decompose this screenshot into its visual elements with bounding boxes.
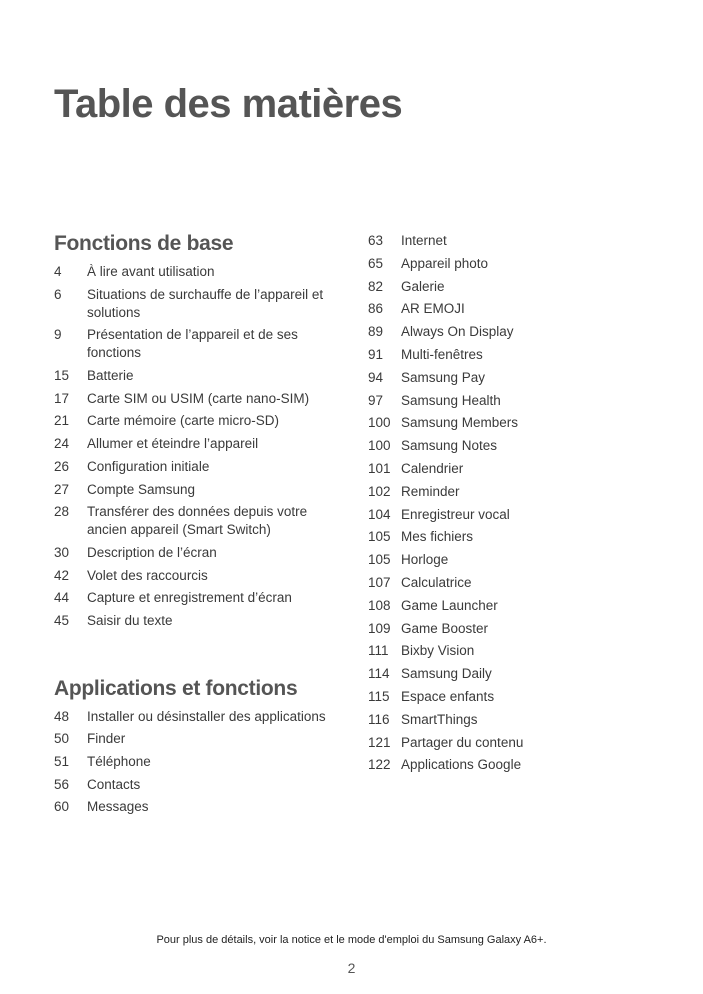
toc-entry-text: Always On Display xyxy=(401,324,514,340)
toc-page-number: 51 xyxy=(54,754,70,769)
toc-entry-text: Multi-fenêtres xyxy=(401,346,483,362)
toc-page-number: 4 xyxy=(54,264,62,279)
toc-entry[interactable] xyxy=(368,255,668,273)
toc-entry[interactable] xyxy=(54,458,344,476)
toc-entry-text: Game Launcher xyxy=(401,597,498,613)
toc-entry-text: Samsung Notes xyxy=(401,438,498,454)
toc-page-number: 122 xyxy=(368,757,391,773)
toc-entry-text: Calendrier xyxy=(401,460,464,476)
toc-entry[interactable] xyxy=(54,753,344,771)
section-title: Applications et fonctions xyxy=(54,676,298,700)
toc-page-number: 50 xyxy=(54,731,70,747)
toc-page-number: 28 xyxy=(54,504,70,520)
toc-entry-text: Volet des raccourcis xyxy=(87,567,208,583)
toc-page-number: 100 xyxy=(368,438,391,454)
toc-entry-text: Samsung Daily xyxy=(401,666,492,682)
toc-entry-text: Batterie xyxy=(87,368,134,384)
toc-entry[interactable] xyxy=(368,483,668,501)
toc-entry[interactable] xyxy=(368,551,668,569)
toc-entry-text: Description de l’écran xyxy=(87,544,217,560)
toc-entry-text: Configuration initiale xyxy=(87,458,210,474)
page-number: 2 xyxy=(347,960,356,976)
toc-page-number: 105 xyxy=(368,529,391,545)
toc-page-number: 27 xyxy=(54,481,70,497)
toc-entry[interactable] xyxy=(368,688,668,706)
toc-page-number: 65 xyxy=(368,255,384,271)
toc-page-number: 94 xyxy=(368,369,384,385)
toc-page-number: 101 xyxy=(368,460,391,476)
toc-page-number: 116 xyxy=(368,711,390,727)
toc-entry-text: Finder xyxy=(87,731,126,747)
toc-entry[interactable] xyxy=(54,589,344,607)
section-fonctions-de-base xyxy=(54,232,344,630)
toc-entry[interactable] xyxy=(368,734,668,752)
toc-page-number: 30 xyxy=(54,544,70,560)
toc-page-number: 9 xyxy=(54,327,62,343)
toc-page-number: 97 xyxy=(368,392,384,408)
toc-entry-text: Téléphone xyxy=(87,754,151,769)
toc-entry[interactable] xyxy=(368,300,668,318)
toc-entry[interactable] xyxy=(54,708,344,726)
toc-entry[interactable] xyxy=(54,503,344,539)
toc-page-number: 114 xyxy=(368,666,390,682)
toc-entry[interactable] xyxy=(368,369,668,387)
toc-entry[interactable] xyxy=(368,278,668,296)
toc-entry-text: Carte mémoire (carte micro-SD) xyxy=(87,413,280,429)
toc-entry[interactable] xyxy=(368,597,668,615)
toc-page-number: 26 xyxy=(54,458,70,474)
toc-page-number: 42 xyxy=(54,567,70,583)
toc-page-number: 24 xyxy=(54,436,70,452)
toc-page-number: 102 xyxy=(368,483,391,499)
toc-entry[interactable] xyxy=(54,326,344,362)
footer-note: Pour plus de détails, voir la notice et le mode d'emploi du Samsung Galaxy A6+. xyxy=(156,934,547,946)
toc-entry-text: Samsung Pay xyxy=(401,369,486,385)
toc-entry[interactable] xyxy=(54,412,344,430)
toc-entry[interactable] xyxy=(368,711,668,729)
toc-page-number: 45 xyxy=(54,612,70,628)
toc-entry[interactable] xyxy=(368,506,668,524)
section-spacer xyxy=(54,635,344,677)
toc-page-number: 86 xyxy=(368,301,384,317)
toc-entry[interactable] xyxy=(368,437,668,455)
toc-entry-text: Calculatrice xyxy=(401,574,472,590)
section-title: Fonctions de base xyxy=(54,232,234,255)
toc-page-number: 100 xyxy=(368,415,391,431)
toc-entry-text: Contacts xyxy=(87,776,141,792)
page-title: Table des matières xyxy=(54,82,403,126)
toc-entry[interactable] xyxy=(54,263,344,281)
toc-entry-text: Enregistreur vocal xyxy=(401,506,510,522)
toc-entry-text: Bixby Vision xyxy=(401,643,475,659)
toc-entry[interactable] xyxy=(54,544,344,562)
toc-entry[interactable] xyxy=(368,574,668,592)
toc-page-number: 89 xyxy=(368,324,384,340)
toc-entry[interactable] xyxy=(54,798,344,816)
toc-entry[interactable] xyxy=(368,642,668,660)
toc-page-number: 48 xyxy=(54,708,70,724)
toc-entry-text: Applications Google xyxy=(401,757,522,773)
section-applications-et-fonctions xyxy=(54,677,344,817)
toc-page-number: 44 xyxy=(54,590,70,606)
toc-entry-text: Samsung Members xyxy=(401,415,519,431)
toc-entry[interactable] xyxy=(368,414,668,432)
toc-entry-text: Compte Samsung xyxy=(87,481,196,497)
toc-entry[interactable] xyxy=(368,460,668,478)
toc-page-number: 105 xyxy=(368,552,391,568)
toc-page-number: 108 xyxy=(368,597,391,613)
toc-entry[interactable] xyxy=(368,346,668,364)
toc-entry-text: Allumer et éteindre l’appareil xyxy=(87,436,259,452)
toc-page-number: 6 xyxy=(54,286,62,302)
toc-entry[interactable] xyxy=(54,612,344,630)
toc-entry[interactable] xyxy=(368,756,668,774)
toc-entry[interactable] xyxy=(54,481,344,499)
toc-entry[interactable] xyxy=(368,665,668,683)
toc-entry-text: Installer ou désinstaller des applications xyxy=(87,708,326,724)
toc-page-number: 107 xyxy=(368,574,391,590)
toc-entry[interactable] xyxy=(368,620,668,638)
toc-right-column xyxy=(368,232,668,779)
toc-entry-text: Saisir du texte xyxy=(87,612,173,628)
toc-entry-text: Mes fichiers xyxy=(401,529,474,545)
toc-entry-text: Situations de surchauffe de l’appareil et solutions xyxy=(87,286,324,320)
toc-page-number: 63 xyxy=(368,233,384,248)
toc-entry-text: Transférer des données depuis votre ancien appareil (Smart Switch) xyxy=(87,504,308,538)
toc-page-number: 109 xyxy=(368,620,391,636)
toc-entry-text: Internet xyxy=(401,233,447,248)
toc-entry[interactable] xyxy=(368,392,668,410)
toc-entry-text: Reminder xyxy=(401,483,460,499)
toc-entry-text: Galerie xyxy=(401,278,445,294)
toc-entry[interactable] xyxy=(368,323,668,341)
toc-page-number: 121 xyxy=(368,734,391,750)
toc-entry[interactable] xyxy=(368,232,668,250)
toc-page-number: 115 xyxy=(368,688,390,704)
toc-page-number: 104 xyxy=(368,506,391,522)
toc-entry-text: Capture et enregistrement d’écran xyxy=(87,590,292,606)
toc-entry-text: Espace enfants xyxy=(401,688,495,704)
toc-entry-text: À lire avant utilisation xyxy=(87,264,215,279)
toc-entry-text: Messages xyxy=(87,799,149,815)
toc-entry[interactable] xyxy=(54,776,344,794)
toc-entry[interactable] xyxy=(54,435,344,453)
toc-page-number: 82 xyxy=(368,278,384,294)
toc-page-number: 21 xyxy=(54,413,70,429)
toc-entry[interactable] xyxy=(54,567,344,585)
toc-entry-text: Appareil photo xyxy=(401,255,489,271)
toc-entry-text: Horloge xyxy=(401,552,449,568)
toc-entry-text: Game Booster xyxy=(401,620,489,636)
toc-entry[interactable] xyxy=(54,730,344,748)
toc-entry[interactable] xyxy=(54,390,344,408)
toc-entry[interactable] xyxy=(54,367,344,385)
toc-entry-text: Présentation de l’appareil et de ses fonctions xyxy=(87,327,298,361)
toc-entry-text: Samsung Health xyxy=(401,392,501,408)
toc-left-column xyxy=(54,232,344,821)
toc-entry-text: Carte SIM ou USIM (carte nano-SIM) xyxy=(87,390,310,406)
toc-entry-text: SmartThings xyxy=(401,711,478,727)
toc-page-number: 111 xyxy=(368,643,389,659)
toc-page-number: 60 xyxy=(54,799,70,815)
toc-page-number: 91 xyxy=(368,346,384,362)
toc-entry[interactable] xyxy=(54,286,344,322)
toc-entry-text: Partager du contenu xyxy=(401,734,524,750)
toc-page-number: 15 xyxy=(54,368,70,384)
toc-page-number: 17 xyxy=(54,390,70,406)
toc-entry-text: AR EMOJI xyxy=(401,301,465,317)
toc-page-number: 56 xyxy=(54,776,70,792)
toc-entry[interactable] xyxy=(368,528,668,546)
